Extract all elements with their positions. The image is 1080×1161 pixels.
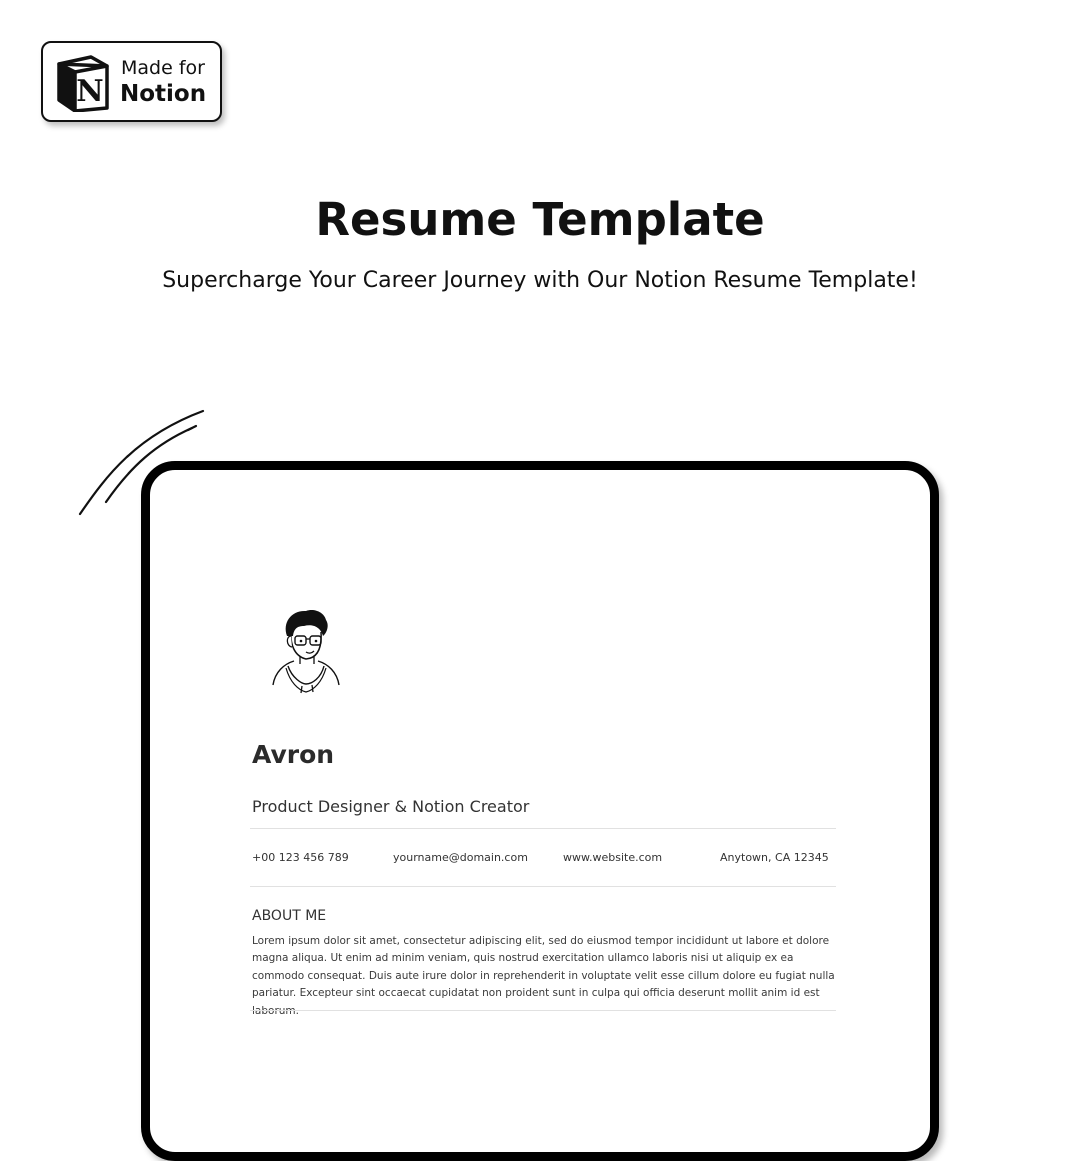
contact-phone: +00 123 456 789 bbox=[252, 851, 349, 864]
about-me-heading: ABOUT ME bbox=[252, 908, 327, 924]
made-for-notion-badge bbox=[41, 41, 222, 122]
badge-made-for-text: Made for bbox=[121, 57, 205, 79]
divider bbox=[250, 828, 836, 829]
svg-text:N: N bbox=[76, 74, 104, 109]
resume-name: Avron bbox=[252, 740, 335, 769]
divider bbox=[250, 886, 836, 887]
contact-location: Anytown, CA 12345 bbox=[720, 851, 829, 864]
badge-notion-text: Notion bbox=[120, 81, 207, 107]
contact-website: www.website.com bbox=[563, 851, 663, 864]
about-me-text: Lorem ipsum dolor sit amet, consectetur adipiscing elit, sed do eiusmod tempor incididunt ut labore et dolore magna aliqua. Ut enim ad minim veniam, quis nostrud exercitation ullamco laboris nisi ut aliquip ex ea commodo consequat. Duis aute irure dolor in reprehenderit in voluptate velit esse cillum dolore eu fugiat nulla pariatur. Excepteur sint occaecat cupidatat non proident sunt in culpa qui officia deserunt mollit anim id est bbox=[252, 935, 835, 1000]
contact-email: yourname@domain.com bbox=[393, 851, 528, 864]
page-subtitle: Supercharge Your Career Journey with Our Notion Resume Template! bbox=[162, 268, 918, 293]
person-avatar-illustration bbox=[266, 606, 346, 698]
notion-logo-icon bbox=[55, 54, 111, 112]
resume-role: Product Designer & Notion Creator bbox=[252, 797, 530, 816]
divider bbox=[250, 1010, 836, 1011]
page-title: Resume Template bbox=[315, 193, 765, 246]
